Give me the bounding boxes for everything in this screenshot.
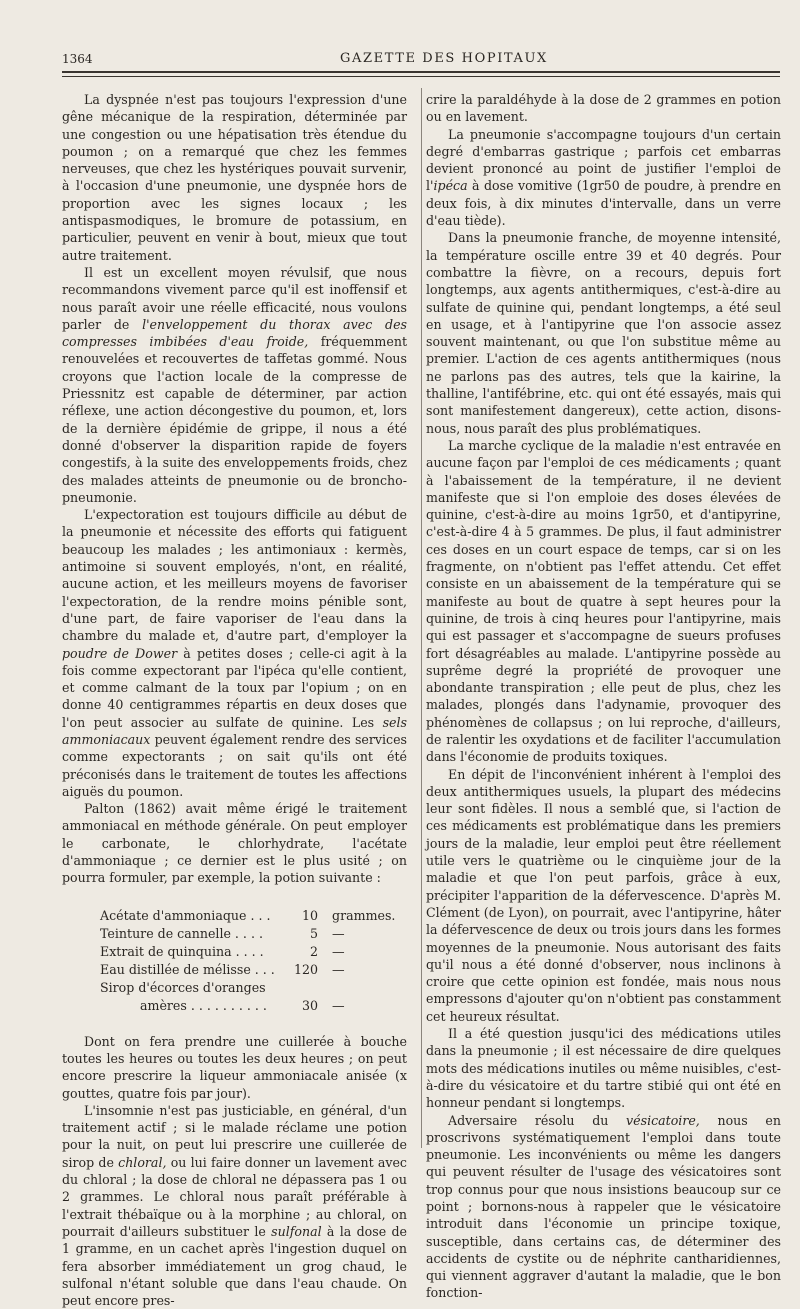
recipe-row: Teinture de cannelle . . . . 5 — <box>100 925 345 941</box>
paragraph: La pneumonie s'accompagne toujours d'un certain degré d'embarras gastrique ; parfois cet embarras devient prononcé au point de justifier l'emploi de l'ipéca à dose vomitive (1gr50 de poudre, à prendre en deux fois, à dix minutes d'intervalle, dans un verre d'eau tiède). <box>426 126 781 229</box>
recipe-row: Sirop d'écorces d'oranges <box>100 979 266 995</box>
paragraph: La marche cyclique de la maladie n'est entravée en aucune façon par l'emploi de ces médicaments ; quant à l'abaissement de la température, il ne devient manifeste que si l'on emploie des doses élevées de quinine, c'est-à-dire au moins 1gr50, et d'antipyrine, c'est-à-dire 4 à 5 grammes. De plus, il faut administrer ces doses en un court espace de temps, car si on les fragmente, on n'obtient pas l'effet attendu. Cet effet consiste en un abaissement de la température qui se manifeste au bout de quatre à sept heures pour la quinine, de trois à cinq heures pour l'antipyrine, mais qui est passager et s'accompagne de sueurs profuses fort désagréables au malade. L'antipyrine possède au suprême degré la propriété de provoquer une abondante transpiration ; elle peut de plus, chez les malades, plongés dans l'adynamie, provoquer des phénomènes de collapsus ; on lui reproche, d'ailleurs, de ralentir les oxydations et de faciliter l'accumulation dans l'économie de produits toxiques. <box>426 437 781 765</box>
paragraph: La dyspnée n'est pas toujours l'expression d'une gêne mécanique de la respiration, déterminée par une congestion ou une hépatisation très étendue du poumon ; on a remarqué que chez les femmes nerveuses, que chez les hystériques pouvait survenir, à l'occasion d'une pneumonie, une dyspnée hors de proportion avec les signes locaux ; les antispasmodiques, le bromure de potassium, en particulier, peuvent en venir à bout, mieux que tout autre traitement. <box>62 92 407 263</box>
paragraph: L'insomnie n'est pas justiciable, en général, d'un traitement actif ; si le malade réclame une potion pour la nuit, on peut lui prescrire une cuillerée de sirop de chloral, ou lui faire donner un lavement avec du chloral ; la dose de chloral ne dépassera pas 1 ou 2 grammes. Le chloral nous paraît préférable à l'extrait thébaïque ou à la morphine ; au chloral, on pourrait d'ailleurs substituer le sulfonal à la dose de 1 gramme, en un cachet après l'ingestion duquel on fera absorber immédiatement un grog chaud, le sulfonal n'étant soluble que dans l'eau chaude. On peut encore pres- <box>62 1102 407 1309</box>
running-head: GAZETTE DES HOPITAUX <box>340 51 548 66</box>
recipe-row: Eau distillée de mélisse . . . 120 — <box>100 961 345 977</box>
paragraph: Dont on fera prendre une cuillerée à bouche toutes les heures ou toutes les deux heures ; on peut encore prescrire la liqueur ammoniacale anisée (x gouttes, quatre fois par jour). <box>62 1033 407 1101</box>
right-column <box>426 91 781 1302</box>
recipe-table <box>100 907 407 1015</box>
recipe-row: Extrait de quinquina . . . . 2 — <box>100 943 345 959</box>
paragraph: En dépit de l'inconvénient inhérent à l'emploi des deux antithermiques usuels, la plupart des médecins leur sont fidèles. Il nous a semblé que, si l'action de ces médicaments est problématique dans les premiers jours de la maladie, leur emploi peut être réellement utile vers le quatrième ou le cinquième jour de la maladie et que l'on peut parfois, grâce à eux, précipiter l'apparition de la défervescence. D'après M. Clément (de Lyon), on pourrait, avec l'antipyrine, hâter la défervescence de deux ou trois jours dans les formes moyennes de la pneumonie. Nous autorisant des faits qu'il nous a été donné d'observer, nous inclinons à croire que cette opinion est fondée, mais nous nous empressons d'ajouter qu'on n'obtient pas constamment cet heureux résultat. <box>426 766 781 1024</box>
recipe-row: Acétate d'ammoniaque . . . 10 grammes. <box>100 907 396 923</box>
paragraph: Palton (1862) avait même érigé le traitement ammoniacal en méthode générale. On peut employer le carbonate, le chlorhydrate, l'acétate d'ammoniaque ; ce dernier est le plus usité ; on pourra formuler, par exemple, la potion suivante : <box>62 801 407 886</box>
column-divider <box>421 88 422 1148</box>
header-rule-thin <box>62 76 780 77</box>
paragraph: L'expectoration est toujours difficile au début de la pneumonie et nécessite des efforts qui fatiguent beaucoup les malades ; les antimoniaux : kermès, antimoine si souvent employés, n'ont, en réalité, aucune action, et les meilleurs moyens de favoriser l'expectoration, de la rendre moins pénible sont, d'une part, de faire vaporiser de l'eau dans la chambre du malade et, d'autre part, d'employer la poudre de Dower à petites doses ; celle-ci agit à la fois comme expectorant par l'ipéca qu'elle contient, et comme calmant de la toux par l'opium ; on en donne 40 centigrammes répartis en deux doses que l'on peut associer au sulfate de quinine. Les sels ammoniacaux peuvent également rendre des services comme expectorants ; on sait qu'ils ont été préconisés dans le traitement de toutes les affections aiguës du poumon. <box>62 507 407 799</box>
header-rule-thick <box>62 71 780 73</box>
paragraph: crire la paraldéhyde à la dose de 2 grammes en potion ou en lavement. <box>426 92 781 125</box>
recipe-row: amères . . . . . . . . . . 30 — <box>140 997 345 1013</box>
left-column <box>62 91 407 1309</box>
paragraph: Dans la pneumonie franche, de moyenne intensité, la température oscille entre 39 et 40 degrés. Pour combattre la fièvre, on a recours, depuis fort longtemps, aux agents antithermiques, c'est-à-dire au sulfate de quinine qui, pendant longtemps, a été seul en usage, et à l'antipyrine que l'on associe assez souvent maintenant, ou que l'on substitue même au premier. L'action de ces agents antithermiques (nous ne parlons pas des autres, tels que la kairine, la thalline, l'antifébrine, etc. qui ont été essayés, mais qui sont manifestement dangereux), cette action, disons-nous, nous paraît des plus problématiques. <box>426 230 781 436</box>
paragraph: Adversaire résolu du vésicatoire, nous en proscrivons systématiquement l'emploi dans toute pneumonie. Les inconvénients ou même les dangers qui peuvent résulter de l'usage des vésicatoires sont trop connus pour que nous insistions beaucoup sur ce point ; bornons-nous à rappeler que le vésicatoire introduit dans l'économie un principe toxique, susceptible, dans certains cas, de déterminer des accidents de cystite ou de néphrite cantharidiennes, qui viennent aggraver d'autant la maladie, que le bon fonction- <box>426 1112 781 1301</box>
page-number: 1364 <box>62 52 93 66</box>
paragraph: Il est un excellent moyen révulsif, que nous recommandons vivement parce qu'il est inoffensif et nous paraît avoir une réelle efficacité, nous voulons parler de l'enveloppement du thorax avec des compresses imbibées d'eau froide, fréquemment renouvelées et recouvertes de taffetas gommé. Nous croyons que l'action locale de la compresse de Priessnitz est capable de déterminer, par action réflexe, une action décongestive du poumon, et, lors de la dernière épidémie de grippe, il nous a été donné d'observer la disparition rapide de foyers congestifs, à la suite des enveloppements froids, chez des malades atteints de pneumonie ou de broncho-pneumonie. <box>62 264 408 505</box>
paragraph: Il a été question jusqu'ici des médications utiles dans la pneumonie ; il est nécessaire de dire quelques mots des médications inutiles ou même nuisibles, c'est-à-dire du vésicatoire et du tartre stibié qui ont été en honneur pendant si longtemps. <box>426 1026 781 1111</box>
